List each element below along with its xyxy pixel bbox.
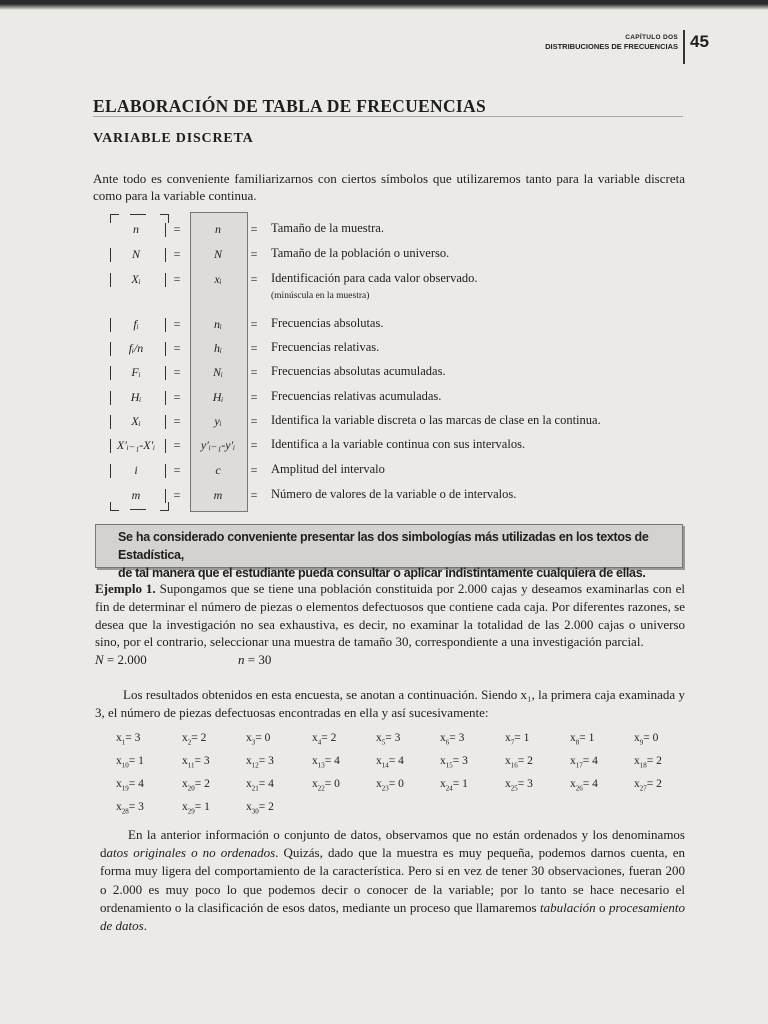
observation-value: $x_{14}= 4$ [376, 755, 404, 770]
observation-value: $x_{18}= 2$ [634, 755, 662, 770]
running-head [545, 34, 678, 51]
symbol-left: Hᵢ [130, 390, 142, 404]
symbol-description: Frecuencias relativas acumuladas. [271, 389, 442, 403]
symbol-description: Frecuencias relativas. [271, 340, 380, 354]
observation-value: $x_{27}= 2$ [634, 778, 662, 793]
symbol-description: Número de valores de la variable o de intervalos. [271, 487, 517, 501]
symbol-description: Identificación para cada valor observado. [271, 271, 478, 285]
equals-sign: = [250, 272, 258, 286]
observation-value: $x_5= 3$ [376, 732, 401, 747]
section-heading: VARIABLE DISCRETA [93, 131, 254, 146]
row-bar-mid [165, 248, 166, 262]
symbol-right: nᵢ [214, 317, 222, 331]
page-top-edge [0, 0, 768, 10]
observation-value: $x_{22}= 0$ [312, 778, 340, 793]
symbol-description: Tamaño de la muestra. [271, 221, 384, 235]
closing-text-1: En la anterior información o conjunto de datos, observamos que no están ordenados y los denominamos d [100, 827, 685, 861]
page-title: ELABORACIÓN DE TABLA DE FRECUENCIAS [93, 96, 486, 116]
example-text: Supongamos que se tiene una población constituida por 2.000 cajas y deseamos examinarlas con el fin de determinar el número de piezas o elementos defectuosos que contiene cada caja. Por diferentes razones, se desea que la investigación no sea exhaustiva, es decir, no examinar la totalidad de las 2.000 cajas o universo sino, por el contrario, seleccionar una muestra de tamaño 30, correspondiente a una investigación parcial. [95, 581, 685, 650]
page-number: 45 [690, 32, 709, 51]
symbol-right: c [215, 463, 221, 477]
example-label: Ejemplo 1. [95, 581, 156, 596]
equals-sign: = [173, 488, 181, 502]
bracket-top-line [130, 214, 146, 215]
row-bar-mid [165, 223, 166, 237]
row-bar-mid [165, 273, 166, 287]
equals-sign: = [250, 414, 258, 428]
observation-value: $x_6= 3$ [440, 732, 465, 747]
symbol-description: Frecuencias absolutas acumuladas. [271, 364, 446, 378]
symbol-right: Hᵢ [212, 390, 224, 404]
closing-text-4: . [143, 918, 147, 934]
symbol-description: Tamaño de la población o universo. [271, 246, 450, 260]
symbol-left: i [134, 463, 138, 477]
symbol-description: Amplitud del intervalo [271, 462, 385, 476]
callout-line-2: de tal manera que el estudiante pueda consultar o aplicar indistintamente cualquiera de ellas. [118, 566, 646, 580]
observation-value: $x_9= 0$ [634, 732, 659, 747]
equals-sign: = [173, 438, 181, 452]
observation-value: $x_{23}= 0$ [376, 778, 404, 793]
symbol-description: Identifica a la variable continua con sus intervalos. [271, 437, 526, 451]
equals-sign: = [173, 222, 181, 236]
population-value: = 2.000 [106, 652, 147, 668]
observation-value: $x_{11}= 3$ [182, 755, 210, 770]
observation-value: $x_{12}= 3$ [246, 755, 274, 770]
equals-sign: = [250, 317, 258, 331]
observation-value: $x_{28}= 3$ [116, 801, 144, 816]
row-bar-mid [165, 439, 166, 453]
observation-value: $x_7= 1$ [505, 732, 530, 747]
row-bar-mid [165, 464, 166, 478]
symbol-right: m [213, 488, 223, 502]
closing-text-3: o [595, 899, 609, 915]
sample-value: = 30 [247, 652, 272, 668]
observation-value: $x_2= 2$ [182, 732, 207, 747]
equals-sign: = [250, 247, 258, 261]
observation-value: $x_{17}= 4$ [570, 755, 598, 770]
equals-sign: = [173, 272, 181, 286]
right-bracket-bottom [160, 502, 169, 511]
example-paragraph [95, 580, 685, 669]
equals-sign: = [250, 390, 258, 404]
closing-italic-2: tabulación [539, 899, 596, 915]
symbol-left: Xᵢ [131, 414, 141, 428]
symbol-left: Xᵢ [131, 272, 141, 286]
bracket-bottom-line [130, 509, 146, 510]
closing-italic-1: atos originales o no ordenados [106, 845, 276, 861]
symbol-left: fᵢ [133, 317, 139, 331]
equals-sign: = [250, 463, 258, 477]
callout-line-1: Se ha considerado conveniente presentar las dos simbologías más utilizadas en los textos de Estadística, [118, 530, 649, 562]
equals-sign: = [173, 414, 181, 428]
observation-value: $x_4= 2$ [312, 732, 337, 747]
observation-value: $x_1= 3$ [116, 732, 141, 747]
equals-sign: = [173, 390, 181, 404]
equals-sign: = [173, 341, 181, 355]
equals-sign: = [250, 365, 258, 379]
symbol-right: yᵢ [214, 414, 222, 428]
observation-value: $x_{25}= 3$ [505, 778, 533, 793]
sample-symbol: n [238, 652, 245, 668]
equals-sign: = [250, 222, 258, 236]
symbol-left: fᵢ/n [128, 341, 144, 355]
observation-value: $x_{10}= 1$ [116, 755, 144, 770]
row-bar-mid [165, 391, 166, 405]
population-symbol: N [95, 652, 104, 668]
symbol-right: N [213, 247, 222, 261]
symbol-left: N [131, 247, 140, 261]
section-label: DISTRIBUCIONES DE FRECUENCIAS [545, 42, 678, 51]
left-bracket-bottom [110, 502, 119, 511]
observation-value: $x_3= 0$ [246, 732, 271, 747]
equals-sign: = [250, 341, 258, 355]
equals-sign: = [250, 488, 258, 502]
observation-value: $x_{30}= 2$ [246, 801, 274, 816]
title-underline [93, 116, 683, 117]
chapter-label: CAPÍTULO DOS [625, 34, 678, 41]
intro-paragraph: Ante todo es conveniente familiarizarnos con ciertos símbolos que utilizaremos tanto para la variable discreta como para la variable continua. [93, 171, 685, 203]
symbol-right: Nᵢ [213, 365, 223, 379]
observation-value: $x_{13}= 4$ [312, 755, 340, 770]
symbol-left: Fᵢ [131, 365, 141, 379]
symbol-right: xᵢ [214, 272, 222, 286]
closing-paragraph [100, 826, 685, 935]
symbol-left: n [133, 222, 139, 236]
equals-sign: = [250, 438, 258, 452]
header-divider [683, 30, 685, 64]
equals-sign: = [173, 463, 181, 477]
equals-sign: = [173, 365, 181, 379]
observation-value: $x_{21}= 4$ [246, 778, 274, 793]
closing-text-2: . Quizás, dado que la muestra es muy pequeña, podemos darnos cuenta, en forma muy ligera del comportamiento de la característica. Pero si en vez de tener 30 observaciones, fueran 200 o 2.000 es muy poco lo que podemos decir o conocer de la variable; por lo tanto se hace necesario el ordenamiento o la clasificación de esos datos, mediante un proceso que llamaremos [100, 845, 685, 915]
observation-value: $x_8= 1$ [570, 732, 595, 747]
symbol-left: X′ᵢ₋₁-X′ᵢ [116, 438, 156, 452]
observation-value: $x_{20}= 2$ [182, 778, 210, 793]
note-callout [95, 524, 683, 580]
observation-value: $x_{29}= 1$ [182, 801, 210, 816]
row-bar-mid [165, 342, 166, 356]
equals-sign: = [173, 247, 181, 261]
observation-value: $x_{16}= 2$ [505, 755, 533, 770]
symbol-right: n [215, 222, 221, 236]
symbol-description: Frecuencias absolutas. [271, 316, 384, 330]
row-bar-mid [165, 489, 166, 503]
observation-value: $x_{15}= 3$ [440, 755, 468, 770]
observation-value: $x_{24}= 1$ [440, 778, 468, 793]
results-paragraph: Los resultados obtenidos en esta encuesta, se anotan a continuación. Siendo x₁, la primera caja examinada y 3, el número de piezas defectuosas encontradas en ella y así sucesivamente: [95, 687, 685, 720]
row-bar-mid [165, 318, 166, 332]
symbol-note: (minúscula en la muestra) [271, 291, 370, 301]
row-bar-mid [165, 366, 166, 380]
closing-italic-3: procesamiento de datos [100, 899, 686, 934]
equals-sign: = [173, 317, 181, 331]
symbol-description: Identifica la variable discreta o las marcas de clase en la continua. [271, 413, 601, 427]
symbol-right: hᵢ [214, 341, 222, 355]
observation-value: $x_{19}= 4$ [116, 778, 144, 793]
symbol-right: y′ᵢ₋₁-y′ᵢ [200, 438, 236, 452]
observation-value: $x_{26}= 4$ [570, 778, 598, 793]
symbol-left: m [131, 488, 141, 502]
row-bar-mid [165, 415, 166, 429]
